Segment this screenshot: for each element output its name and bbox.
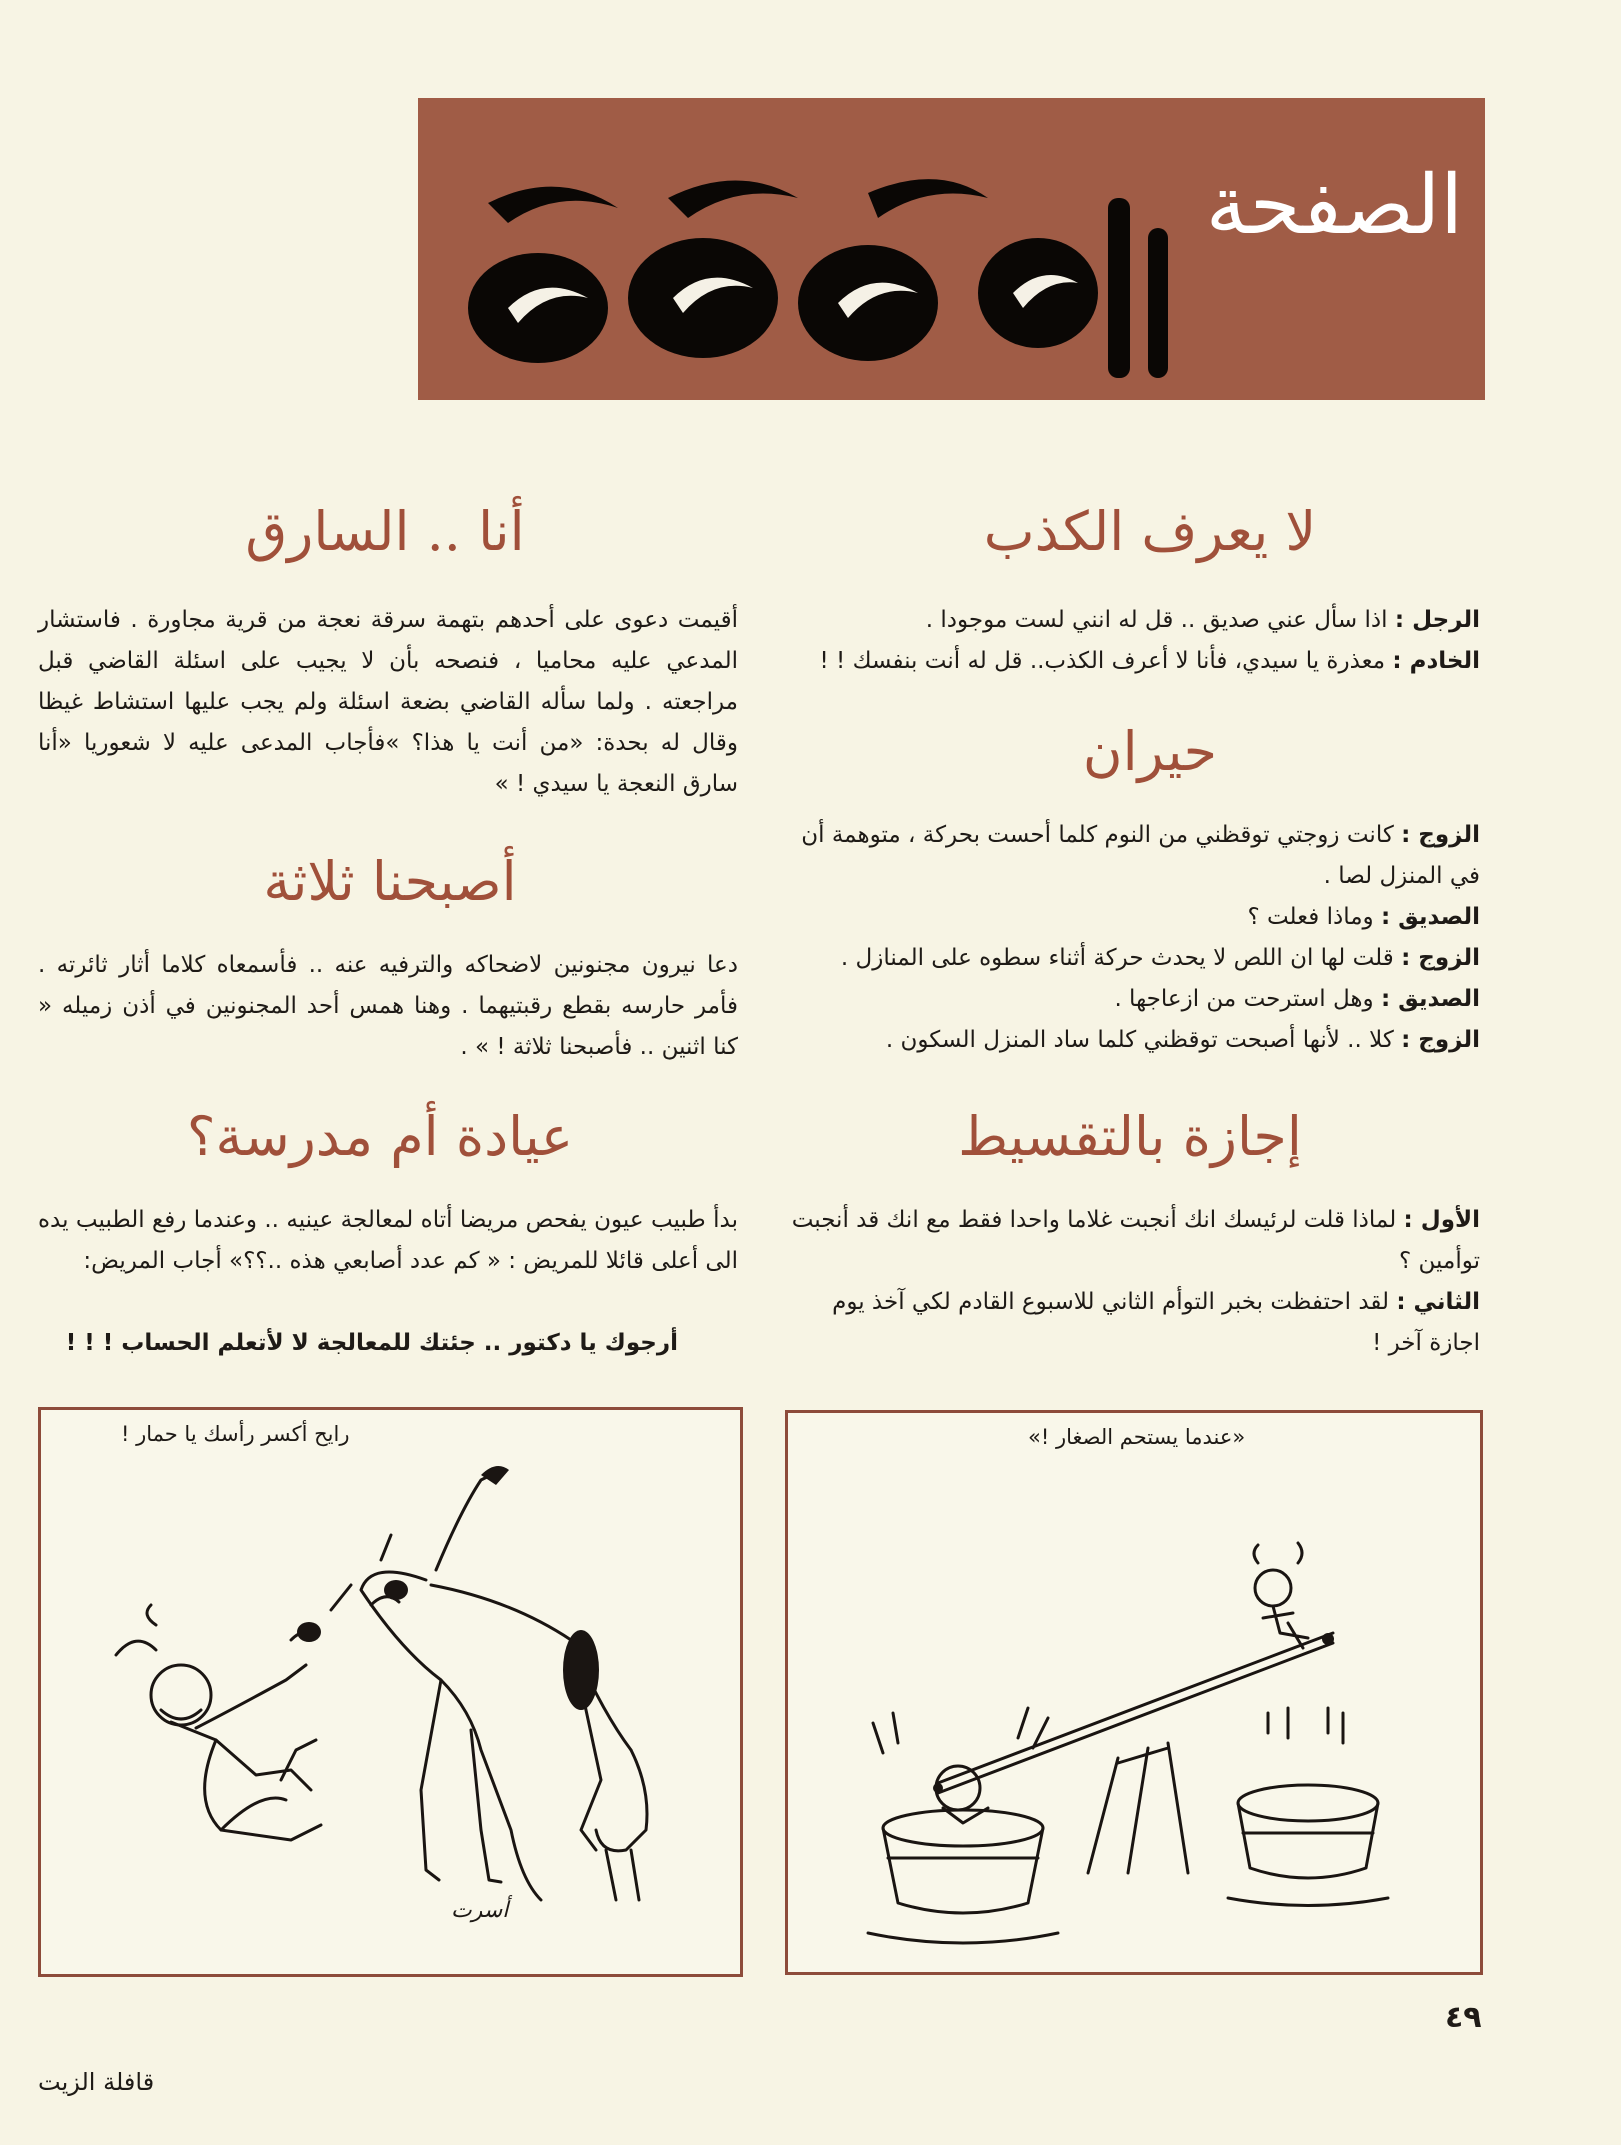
dialogue-line: الزوج : كلا .. لأنها أصبحت توقظني كلما ساد المنزل السكون . [885,1027,1480,1053]
dialogue-line: الخادم : معذرة يا سيدي، فأنا لا أعرف الكذب.. قل له أنت بنفسك ! ! [819,648,1480,674]
donkey-illustration [41,1410,740,1974]
banner-subtitle: الصفحة [1205,158,1463,253]
dialogue-line: الزوج : قلت لها ان اللص لا يحدث حركة أثناء سطوه على المنازل . [840,945,1480,971]
dialogue-line: الصديق : وهل استرحت من ازعاجها . [1114,986,1480,1012]
heading-liar: لا يعرف الكذب [983,500,1317,563]
cartoon-donkey [38,1407,743,1977]
dialogue-line: الصديق : وماذا فعلت ؟ [1247,904,1480,930]
dialogue-liar [780,600,1480,682]
heading-three: أصبحنا ثلاثة [263,850,517,913]
heading-installment: إجازة بالتقسيط [958,1105,1302,1168]
title-banner [418,98,1485,400]
seesaw-illustration [788,1413,1480,1972]
dialogue-confused [780,815,1480,1061]
dialogue-installment [780,1200,1480,1364]
dialogue-line: الرجل : اذا سأل عني صديق .. قل له انني لست موجودا . [925,607,1480,633]
banner-title-art [448,168,1208,398]
cartoon-seesaw [785,1410,1483,1975]
heading-clinic: عيادة أم مدرسة؟ [186,1105,574,1168]
cartoon-donkey-caption: رايح أكسر رأسك يا حمار ! [121,1422,350,1446]
cartoon-seesaw-caption: «عندما يستحم الصغار !» [1028,1425,1246,1449]
article-clinic-text: بدأ طبيب عيون يفحص مريضا أتاه لمعالجة عينيه .. وعندما رفع الطبيب يده الى أعلى قائلا للمريض : « كم عدد أصابعي هذه ..؟؟» أجاب المريض: [38,1207,738,1274]
heading-confused: حيران [1082,720,1218,783]
cartoon-donkey-signature: أسرت [451,1898,509,1923]
article-three-text: دعا نيرون مجنونين لاضحاكه والترفيه عنه .. فأسمعاه كلاما أثار ثائرته . فأمر حارسه بقطع رقبتيهما . وهنا همس أحد المجنونين في أذن زميله « كنا اثنين .. فأصبحنا ثلاثة ! » . [38,952,738,1060]
magazine-name: قافلة الزيت [38,2068,155,2096]
article-thief-text: أقيمت دعوى على أحدهم بتهمة سرقة نعجة من قرية مجاورة . فاستشار المدعي عليه محاميا ، فنصحه بأن لا يجيب على اسئلة القاضي قبل مراجعته . ولما سأله القاضي بضعة اسئلة ولم يجب عليها استشاط غيظا وقال له بحدة: «من أنت يا هذا؟ »فأجاب المدعى عليه لا شعوريا «أنا سارق النعجة يا سيدي ! » [38,607,738,797]
page-number: ٤٩ [1445,2000,1482,2035]
heading-thief: أنا .. السارق [245,500,525,563]
dialogue-line: الأول : لماذا قلت لرئيسك انك أنجبت غلاما واحدا فقط مع انك قد أنجبت توأمين ؟ [791,1207,1480,1274]
article-clinic-punchline: أرجوك يا دكتور .. جئتك للمعالجة لا لأتعلم الحساب ! ! ! [65,1330,678,1356]
dialogue-line: الزوج : كانت زوجتي توقظني من النوم كلما أحست بحركة ، متوهمة أن في المنزل لصا . [801,822,1480,889]
dialogue-line: الثاني : لقد احتفظت بخبر التوأم الثاني للاسبوع القادم لكي آخذ يوم اجازة آخر ! [832,1289,1480,1356]
